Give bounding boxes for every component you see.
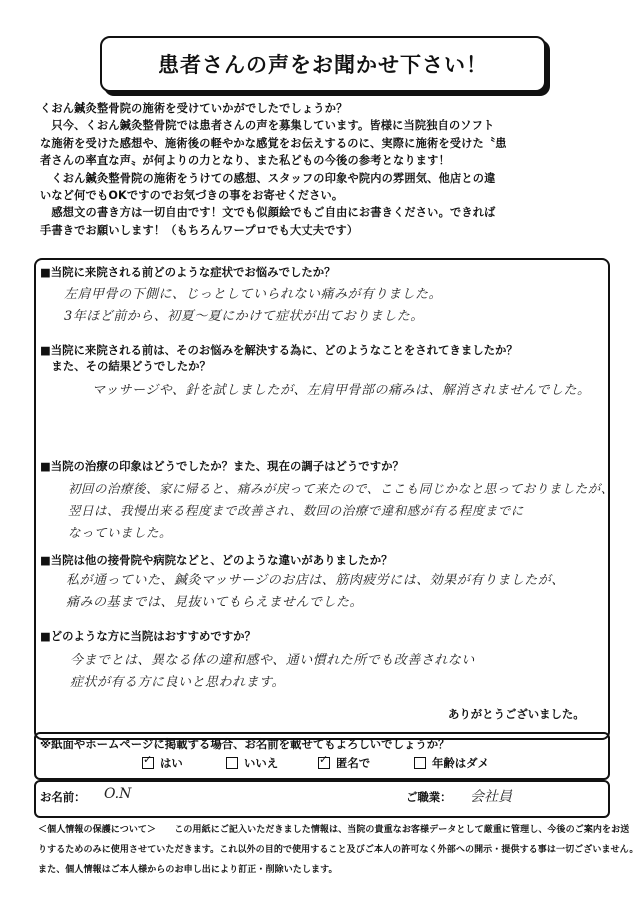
answer-4 bbox=[66, 570, 565, 614]
name-label: お名前： bbox=[40, 790, 86, 804]
answer-1 bbox=[64, 284, 442, 328]
answer-line: 左肩甲骨の下側に、じっとしていられない痛みが有りました。 bbox=[64, 287, 443, 302]
question-1: ■当院に来院される前どのような症状でお悩みでしたか？ bbox=[40, 265, 336, 279]
option-no-age[interactable] bbox=[414, 755, 489, 771]
intro-line: 者さんの率直な声〟が何よりの力となり、また私どもの今後の参考となります！ bbox=[40, 154, 450, 168]
option-label: いいえ bbox=[244, 756, 279, 770]
intro-line: くおん鍼灸整骨院の施術を受けていかがでしたでしょうか？ bbox=[40, 102, 348, 115]
answer-2 bbox=[92, 380, 590, 402]
intro-text bbox=[40, 100, 610, 239]
privacy-notice bbox=[38, 820, 639, 880]
question-5: ■どのような方に当院はおすすめですか？ bbox=[40, 629, 256, 643]
answer-line: 3年ほど前から、初夏～夏にかけて症状が出ておりました。 bbox=[64, 309, 424, 324]
name-value[interactable]: O.N bbox=[104, 786, 132, 802]
answer-line: 翌日は、我慢出来る程度まで改善され、数回の治療で違和感が有る程度までに bbox=[68, 503, 524, 518]
checkbox-icon[interactable] bbox=[226, 757, 238, 769]
consent-question: ※紙面やホームページに掲載する場合、お名前を載せてもよろしいでしょうか？ bbox=[40, 737, 450, 751]
question-line: ■当院に来院される前は、そのお悩みを解決する為に、どのようなことをされてきましたか？ bbox=[40, 343, 518, 357]
option-label: 年齢はダメ bbox=[432, 756, 489, 770]
privacy-line: りするためのみに使用させていただきます。これ以外の目的で使用すること及びご本人の許可なく外部への開示・提供する事は一切ございません。 bbox=[38, 845, 639, 855]
answer-line: なっていました。 bbox=[68, 525, 173, 540]
intro-line: くおん鍼灸整骨院の施術をうけての感想、スタッフの印象や院内の雰囲気、他店との違 bbox=[40, 171, 496, 185]
thanks-text: ありがとうございました。 bbox=[448, 707, 585, 721]
privacy-line: また、個人情報はご本人様からのお申し出により訂正・削除いたします。 bbox=[38, 865, 338, 875]
intro-line: 感想文の書き方は一切自由です！文でも似顔絵でもご自由にお書きください。できれば bbox=[40, 206, 496, 220]
question-line: また、その結果どうでしたか？ bbox=[40, 359, 211, 373]
answer-line: 今までとは、異なる体の違和感や、通い慣れた所でも改善されない bbox=[70, 653, 475, 668]
checkbox-icon[interactable] bbox=[414, 757, 426, 769]
question-4: ■当院は他の接骨院や病院などと、どのような違いがありましたか？ bbox=[40, 553, 393, 567]
answer-line: 私が通っていた、鍼灸マッサージのお店は、筋肉疲労には、効果が有りましたが、 bbox=[66, 573, 565, 588]
option-no[interactable] bbox=[226, 755, 278, 771]
question-3: ■当院の治療の印象はどうでしたか？また、現在の調子はどうですか？ bbox=[40, 459, 404, 473]
answer-3 bbox=[68, 478, 614, 544]
answer-line: 症状が有る方に良いと思われます。 bbox=[70, 675, 285, 690]
checkbox-icon[interactable] bbox=[318, 757, 330, 769]
option-anonymous[interactable] bbox=[318, 755, 370, 771]
checkbox-icon[interactable] bbox=[142, 757, 154, 769]
intro-line: 只今、くおん鍼灸整骨院では患者さんの声を募集しています。皆様に当院独自のソフト bbox=[40, 119, 495, 133]
intro-line: いなど何でもOKですのでお気づきの事をお寄せください。 bbox=[40, 189, 344, 203]
page-title: 患者さんの声をお聞かせ下さい！ bbox=[158, 53, 488, 77]
intro-line: な施術を受けた感想や、施術後の軽やかな感覚をお伝えするのに、実際に施術を受けた〝患 bbox=[40, 136, 507, 150]
option-label: 匿名で bbox=[336, 756, 371, 770]
option-label: はい bbox=[160, 756, 183, 770]
intro-line: 手書きでお願いします！（もちろんワープロでも大丈夫です） bbox=[40, 223, 359, 237]
title-box bbox=[100, 36, 546, 92]
occupation-value[interactable]: 会社員 bbox=[470, 789, 512, 805]
answer-line: マッサージや、針を試しましたが、左肩甲骨部の痛みは、解消されませんでした。 bbox=[92, 383, 591, 398]
answer-line: 痛みの基までは、見抜いてもらえませんでした。 bbox=[66, 595, 364, 610]
question-2 bbox=[40, 342, 518, 374]
answer-5 bbox=[70, 650, 475, 694]
privacy-line: ＜個人情報の保護について＞ この用紙にご記入いただきました情報は、当院の貴重なお客様データとして厳重に管理し、今後のご案内をお送 bbox=[38, 825, 630, 835]
occupation-label: ご職業： bbox=[406, 790, 452, 804]
option-yes[interactable] bbox=[142, 755, 183, 771]
answer-line: 初回の治療後、家に帰ると、痛みが戻って来たので、ここも同じかなと思っておりましたが、 bbox=[68, 481, 614, 496]
